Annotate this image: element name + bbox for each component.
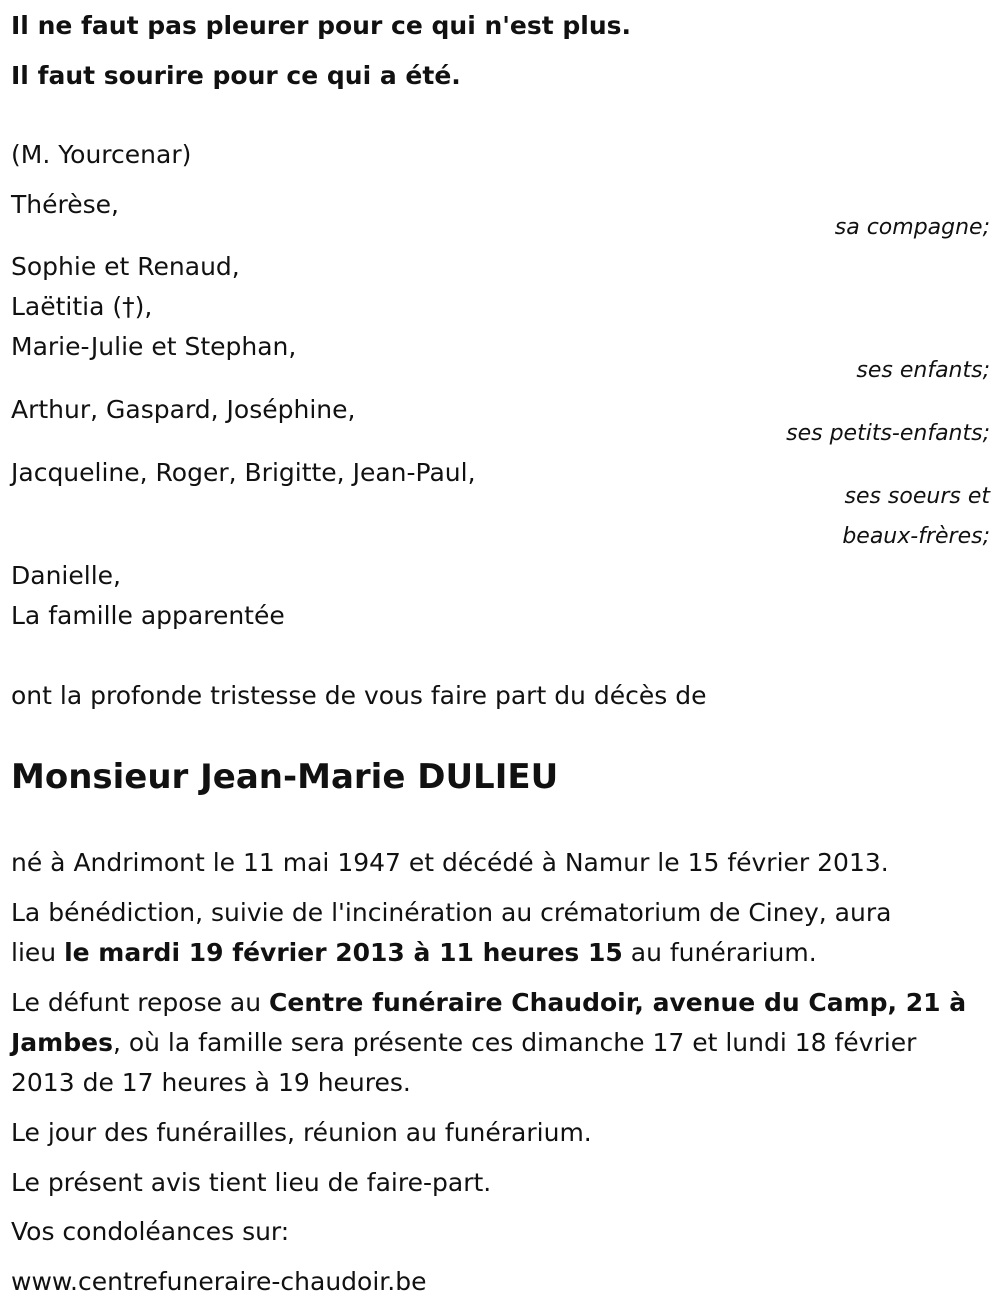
other-family-1: Danielle, [11,561,121,590]
rest-city: Jambes [11,1028,113,1057]
siblings-role-1: ses soeurs et [844,484,990,509]
quote-line-2: Il faut sourire pour ce qui a été. [11,61,461,90]
partner-role: sa compagne; [834,215,990,240]
grandchildren-role: ses petits-enfants; [786,421,990,446]
ceremony-line-2 [11,933,990,973]
ceremony-location: au funérarium. [622,938,817,967]
deceased-name: Monsieur Jean-Marie DULIEU [11,757,559,797]
child-1: Sophie et Renaud, [11,252,240,281]
ceremony-line-1: La bénédiction, suivie de l'incinération au crématorium de Ciney, aura [11,898,892,927]
birth-death: né à Andrimont le 11 mai 1947 et décédé à Namur le 15 février 2013. [11,848,889,877]
announcement: ont la profonde tristesse de vous faire part du décès de [11,681,707,710]
quote-author: (M. Yourcenar) [11,140,192,169]
quote-line-1: Il ne faut pas pleurer pour ce qui n'est plus. [11,11,632,40]
partner-name: Thérèse, [11,190,119,219]
rest-line-1 [11,983,990,1023]
child-3: Marie-Julie et Stephan, [11,332,297,361]
notice-info: Le présent avis tient lieu de faire-part. [11,1168,492,1197]
rest-prefix: Le défunt repose au [11,988,270,1017]
condolences-label: Vos condoléances sur: [11,1217,290,1246]
children-role: ses enfants; [856,358,990,383]
rest-address: Centre funéraire Chaudoir, avenue du Camp, 21 à [269,988,967,1017]
ceremony-datetime: le mardi 19 février 2013 à 11 heures 15 [64,938,623,967]
website-link[interactable]: www.centrefuneraire-chaudoir.be [11,1267,427,1296]
child-2: Laëtitia (†), [11,292,153,321]
rest-line-3: 2013 de 17 heures à 19 heures. [11,1068,411,1097]
siblings: Jacqueline, Roger, Brigitte, Jean-Paul, [11,458,476,487]
rest-line-2 [11,1023,990,1063]
ceremony-prefix: lieu [11,938,65,967]
siblings-role-2: beaux-frères; [842,524,990,549]
meeting-info: Le jour des funérailles, réunion au funérarium. [11,1118,592,1147]
grandchildren: Arthur, Gaspard, Joséphine, [11,395,356,424]
rest-visiting-days: , où la famille sera présente ces dimanche 17 et lundi 18 février [112,1028,917,1057]
other-family-2: La famille apparentée [11,601,285,630]
